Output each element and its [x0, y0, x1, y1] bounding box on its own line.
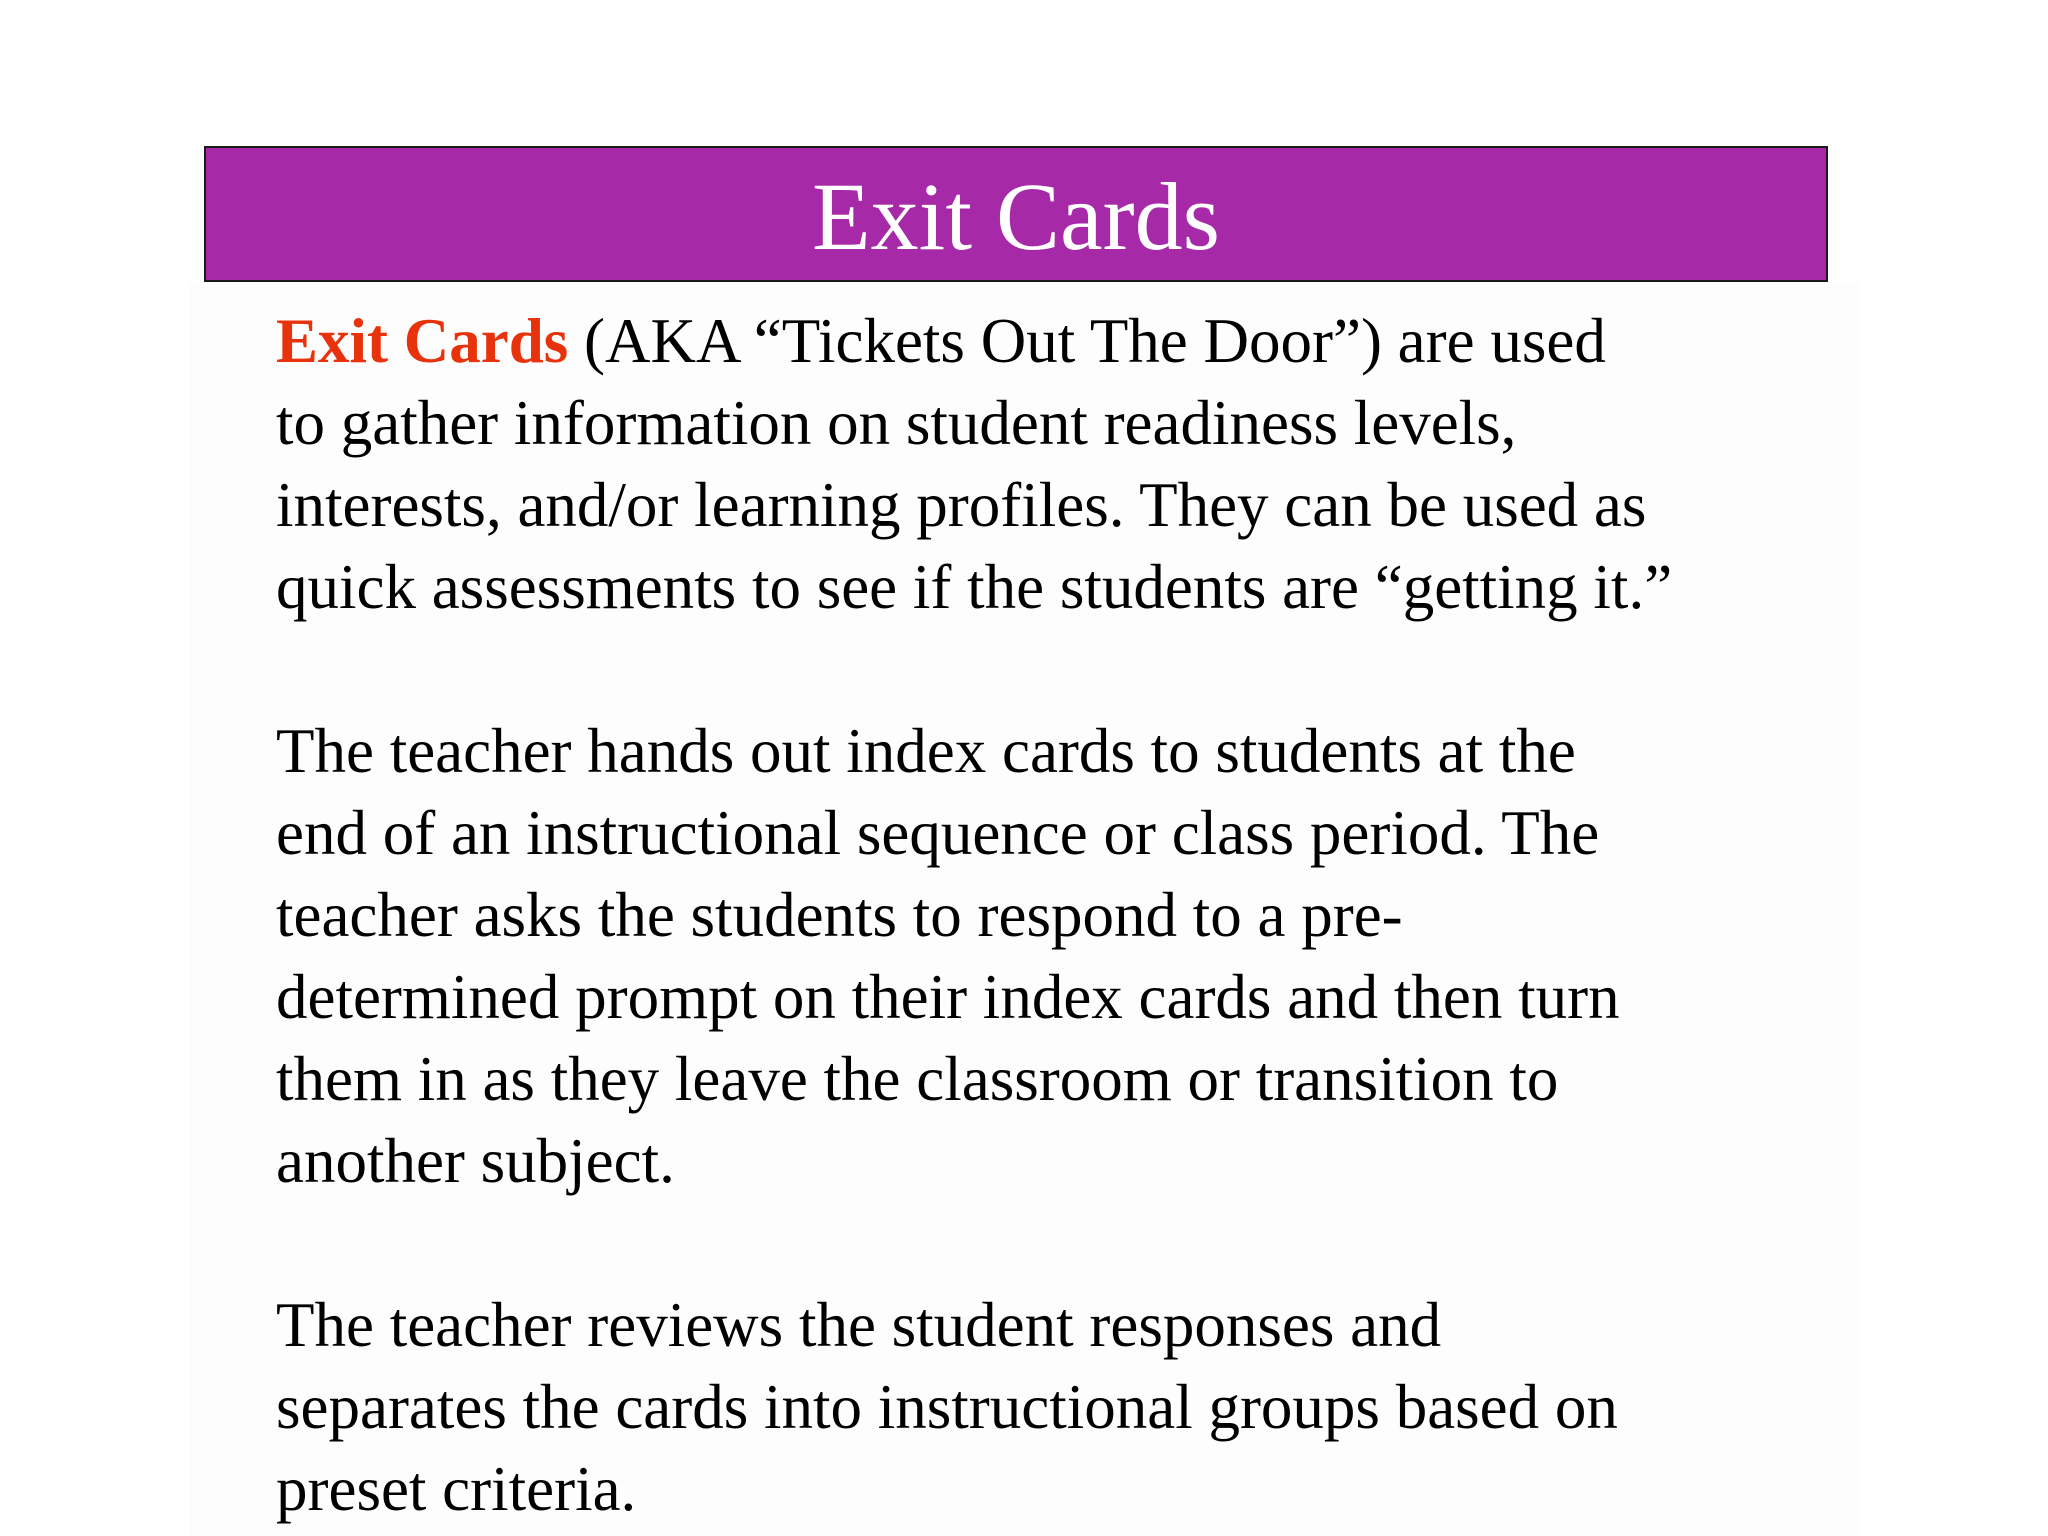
paragraph-text: (AKA “Tickets Out The Door”) are used to gather information on student readiness levels, interests, and/or learning profiles. They can be used as quick assessments to see if the students are “getting it.” [276, 306, 1673, 622]
title-bar [204, 146, 1828, 282]
paragraph-review: The teacher reviews the student responses and separates the cards into instructional groups based on preset criteria. [276, 1290, 1618, 1524]
paragraph-procedure: The teacher hands out index cards to students at the end of an instructional sequence or class period. The teacher asks the students to respond to a pre- determined prompt on their index cards and then turn them in as they leave the classroom or transition to another subject. [276, 716, 1620, 1196]
slide-body [276, 300, 1876, 1530]
paragraph-definition [276, 300, 1876, 628]
slide-title: Exit Cards [812, 163, 1220, 270]
highlighted-term: Exit Cards [276, 306, 569, 376]
